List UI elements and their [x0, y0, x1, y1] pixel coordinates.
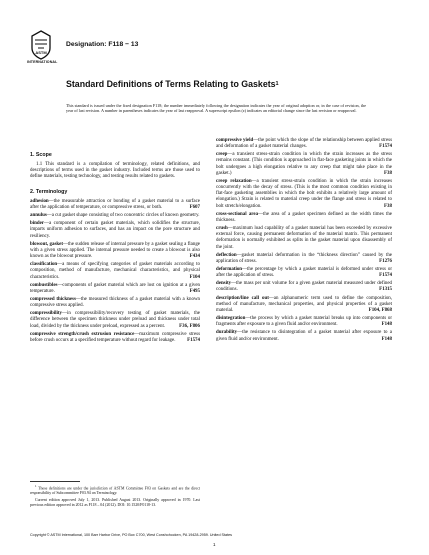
term-name: creep: [216, 152, 228, 158]
term-reference: F148: [381, 322, 392, 328]
term-definition: —the measured thickness of a gasket material with a known compressive stress applied.: [30, 296, 200, 309]
term-entry: [216, 212, 392, 224]
svg-text:ASTM: ASTM: [35, 50, 47, 55]
document-title: [66, 79, 366, 90]
term-name: disintegration: [216, 316, 246, 322]
copyright-line: Copyright © ASTM International, 100 Barr Harbor Drive, PO Box C700, West Conshohocken, PA 19428-2959. United States: [30, 533, 233, 537]
title-text: Standard Definitions of Terms Relating to Gaskets: [66, 79, 276, 89]
term-name: classification: [30, 262, 58, 268]
right-column: [216, 138, 392, 345]
term-reference: F148: [381, 336, 392, 342]
term-name: compressibility: [30, 311, 63, 317]
footnote-p1-text: These definitions are under the jurisdiction of ASTM Committee F03 on Gaskets and are the direct responsibility of Subcommittee F03.94 on Terminology.: [30, 486, 200, 496]
term-entry: [216, 267, 392, 279]
term-reference: F607: [189, 204, 200, 210]
term-definition: —the area of a gasket specimen defined as the width times the thickness.: [216, 211, 392, 223]
term-entry: [30, 213, 200, 219]
term-definition: —the process by which a gasket material breaks up into components or fragments after exposure to a given fluid and/or environment.: [216, 316, 392, 328]
term-reference: F434: [189, 254, 200, 260]
term-reference: F495: [189, 288, 200, 294]
term-definition: —in compressibility/recovery testing of gasket materials, the difference between the specimen thickness under preload and thickness under total load, divided by the thickness under preload, expressed as a percent.: [30, 311, 200, 329]
term-definition: —the mass per unit volume for a given gasket material measured under defined conditions.: [216, 281, 392, 293]
term-definition: —the point which the slope of the relationship between applied stress and deformation of a gasket material changes.: [216, 138, 392, 150]
term-name: creep relaxation: [216, 178, 252, 184]
designation: Designation: F118 − 13: [66, 41, 139, 48]
page-number: 1: [213, 542, 216, 547]
term-entry: [30, 262, 200, 280]
term-reference: F1574: [379, 273, 392, 279]
term-name: durability: [216, 330, 238, 336]
term-name: density: [216, 281, 232, 287]
term-definition: —a cut gasket shape consisting of two concentric circles of known geometry.: [46, 213, 200, 219]
term-entry: [216, 281, 392, 293]
footnote-rule: [30, 481, 80, 482]
term-name: blowout, gasket: [30, 241, 63, 247]
term-definition: —a transient stress-strain condition in which the strain increases concurrently with the decay of stress. (This is the most common condition existing in flat-face gasketing assemblies in which the bolt exhibits a relatively large amount of elongation.) Strain is related to material creep under the flange and stress is related to bolt stretch/elongation.: [216, 178, 392, 209]
term-definition: —maximum load capability of a gasket material has been exceeded by excessive external force, causing permanent deformation of the material matrix. This permanent deformation is normally exhibited as splits in the gasket material upon disassembly of the joint.: [216, 226, 392, 250]
term-definition: —components of gasket material which are lost on ignition at a given temperature.: [30, 282, 200, 294]
term-entry: [30, 297, 200, 309]
term-reference: F1574: [379, 144, 392, 150]
term-definition: —a component of certain gasket materials, which solidifies the structure, imparts uniform adhesion to surfaces, and has an impact on the pore structure and resiliency.: [30, 221, 200, 239]
term-reference: F1315: [379, 287, 392, 293]
term-name: compressed thickness: [30, 296, 76, 302]
terminology-heading: 2. Terminology: [30, 188, 68, 195]
astm-logo-icon: [30, 30, 52, 60]
term-name: binder: [30, 221, 44, 227]
logo-text: INTERNATIONAL: [27, 60, 58, 64]
term-entry: [216, 152, 392, 177]
term-reference: F38: [384, 170, 392, 176]
term-entry: [216, 179, 392, 210]
footnote-marker: 1: [35, 484, 37, 488]
title-footnote-marker: 1: [275, 81, 279, 87]
term-name: compressive yield: [216, 138, 254, 143]
term-entry: [30, 332, 200, 344]
term-entry: [216, 296, 392, 314]
term-name: adhesion: [30, 198, 49, 204]
term-entry: [216, 330, 392, 342]
term-definition: —the sudden release of internal pressure by a gasket sealing a flange with a given stress applied. The internal pressure needed to create a blowout is also known as the blowout pressure.: [30, 241, 200, 260]
term-entry: [30, 199, 200, 211]
term-definition: —an alphanumeric term used to define the composition, method of manufacture, mechanical properties, and physical properties of a gasket material.: [216, 295, 393, 313]
term-definition: —the resistance to disintegration of a gasket material after exposure to a given fluid and/or environment.: [216, 330, 392, 342]
term-definition: —the percentage by which a gasket material is deformed under stress or after the application of stress.: [216, 266, 392, 279]
term-name: crush: [216, 226, 228, 232]
term-reference: F104, F868: [368, 307, 392, 313]
term-reference: F36, F806: [179, 323, 200, 329]
term-definition: —the measurable attraction or bonding of a gasket material to a surface after the application of temperature, or compressive stress, or both.: [30, 198, 200, 210]
term-name: deformation: [216, 266, 243, 272]
left-term-list: [30, 199, 200, 344]
scope-heading: 1. Scope: [30, 152, 52, 158]
term-entry: [30, 283, 200, 295]
footnote-p2: Current edition approved July 1, 2013. Published August 2013. Originally approved in 1970. Last previous edition approved in 2012 as F118 – 04 (2012). DOI: 10.1520/F0118-13.: [30, 498, 200, 508]
right-term-list: [216, 138, 392, 343]
term-reference: F104: [189, 274, 200, 280]
term-reference: F1574: [187, 337, 200, 343]
term-entry: [216, 226, 392, 251]
term-reference: F1276: [379, 258, 392, 264]
term-definition: —gasket material deformation in the “thickness direction” caused by the application of stress.: [216, 252, 392, 264]
scope-text: 1.1 This standard is a compilation of terminology, related definitions, and descriptions of terms used in the gasket industry. Included terms are those used to define materials, testing technology, and testing results related to gaskets.: [30, 162, 200, 180]
left-column: [30, 140, 200, 346]
term-reference: F38: [384, 203, 392, 209]
term-definition: —a transient stress-strain condition in which the strain increases as the stress remains constant. (This condition is approached in flat-face gasketing joints in which the bolt undergoes a high elongation relative to any creep that might take place in the gasket.): [216, 152, 392, 176]
term-entry: [216, 253, 392, 265]
term-entry: [30, 311, 200, 329]
term-definition: —a means of specifying categories of gasket materials according to composition, method of manufacture, mechanical characteristics, and physical characteristics.: [30, 262, 200, 280]
term-name: cross-sectional area: [216, 211, 259, 217]
footnote: [30, 484, 200, 510]
term-name: description/line call out: [216, 295, 269, 301]
term-entry: [30, 242, 200, 260]
footnote-p1: [30, 484, 200, 496]
term-entry: [216, 138, 392, 150]
term-name: deflection: [216, 252, 237, 258]
term-name: combustibles: [30, 282, 58, 288]
standard-note: This standard is issued under the fixed designation F118; the number immediately following the designation indicates the year of original adoption or, in the case of revision, the year of last revision. A number in parentheses indicates the year of last reapproval. A superscript epsilon (ε) indicates an editorial change since the last revision or reapproval.: [66, 103, 366, 114]
term-name: compressive strength/crush extrusion resistance: [30, 331, 135, 337]
term-name: annulus: [30, 213, 47, 219]
term-entry: [216, 316, 392, 328]
term-entry: [30, 221, 200, 239]
term-definition: —maximum compressive stress before crush occurs at a specified temperature without regard for leakage.: [30, 331, 200, 343]
